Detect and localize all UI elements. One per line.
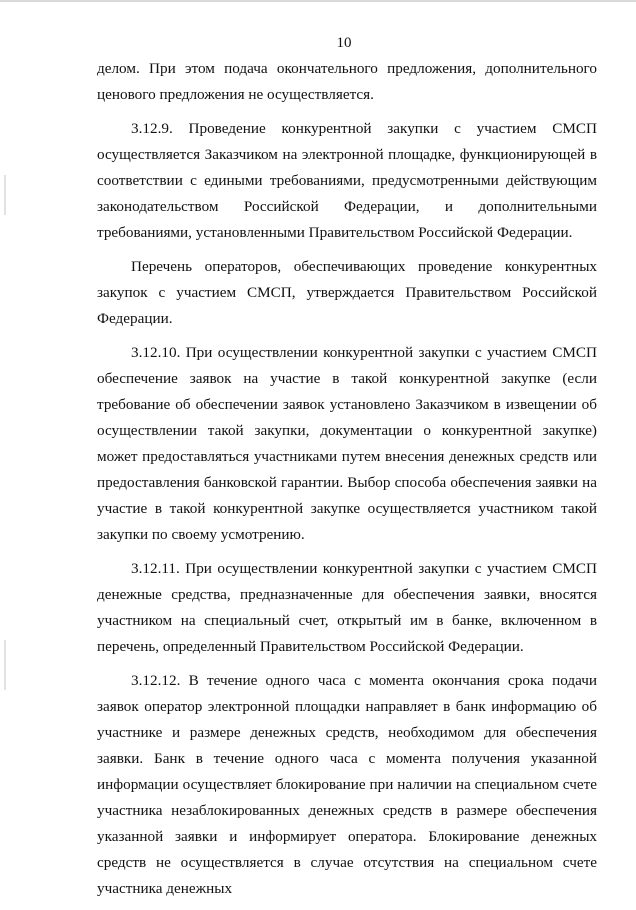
paragraph-3-12-11: 3.12.11. При осуществлении конкурентной закупки с участием СМСП денежные средства, предназначенные для обеспечения заявки, вносятся участником на специальный счет, открытый им в банке, включенном в перечень, определенный Правительством Российской Федерации. bbox=[97, 560, 597, 655]
scan-edge-mark bbox=[4, 640, 6, 690]
paragraph-3-12-12: 3.12.12. В течение одного часа с момента окончания срока подачи заявок оператор электронной площадки направляет в банк информацию об участнике и размере денежных средств, необходимом для обеспечения заявки. Банк в течение одного часа с момента получения указанной информации осуществляет блокирование при наличии на специальном счете участника незаблокированных денежных средств в размере обеспечения указанной заявки и информирует оператора. Блокирование денежных средств не осуществляется в случае отсутствия на специальном счете участника денежных bbox=[97, 672, 597, 897]
document-body bbox=[97, 56, 597, 910]
scan-top-edge bbox=[0, 0, 636, 2]
paragraph-3-12-10: 3.12.10. При осуществлении конкурентной закупки с участием СМСП обеспечение заявок на участие в такой конкурентной закупке (если требование об обеспечении заявок установлено Заказчиком в извещении об осуществлении такой закупки, документации о конкурентной закупке) может предоставляться участниками путем внесения денежных средств или предоставления банковской гарантии. Выбор способа обеспечения заявки на участие в такой конкурентной закупке осуществляется участником такой закупки по своему усмотрению. bbox=[97, 344, 597, 543]
paragraph-continuation: делом. При этом подача окончательного предложения, дополнительного ценового предложения не осуществляется. bbox=[97, 60, 597, 103]
paragraph-operators-list: Перечень операторов, обеспечивающих проведение конкурентных закупок с участием СМСП, утверждается Правительством Российской Федерации. bbox=[97, 258, 597, 327]
paragraph-3-12-9: 3.12.9. Проведение конкурентной закупки с участием СМСП осуществляется Заказчиком на электронной площадке, функционирующей в соответствии с едиными требованиями, предусмотренными действующим законодательством Российской Федерации, и дополнительными требованиями, установленными Правительством Российской Федерации. bbox=[97, 120, 597, 241]
scan-edge-mark bbox=[4, 175, 6, 215]
page-number: 10 bbox=[336, 35, 352, 51]
